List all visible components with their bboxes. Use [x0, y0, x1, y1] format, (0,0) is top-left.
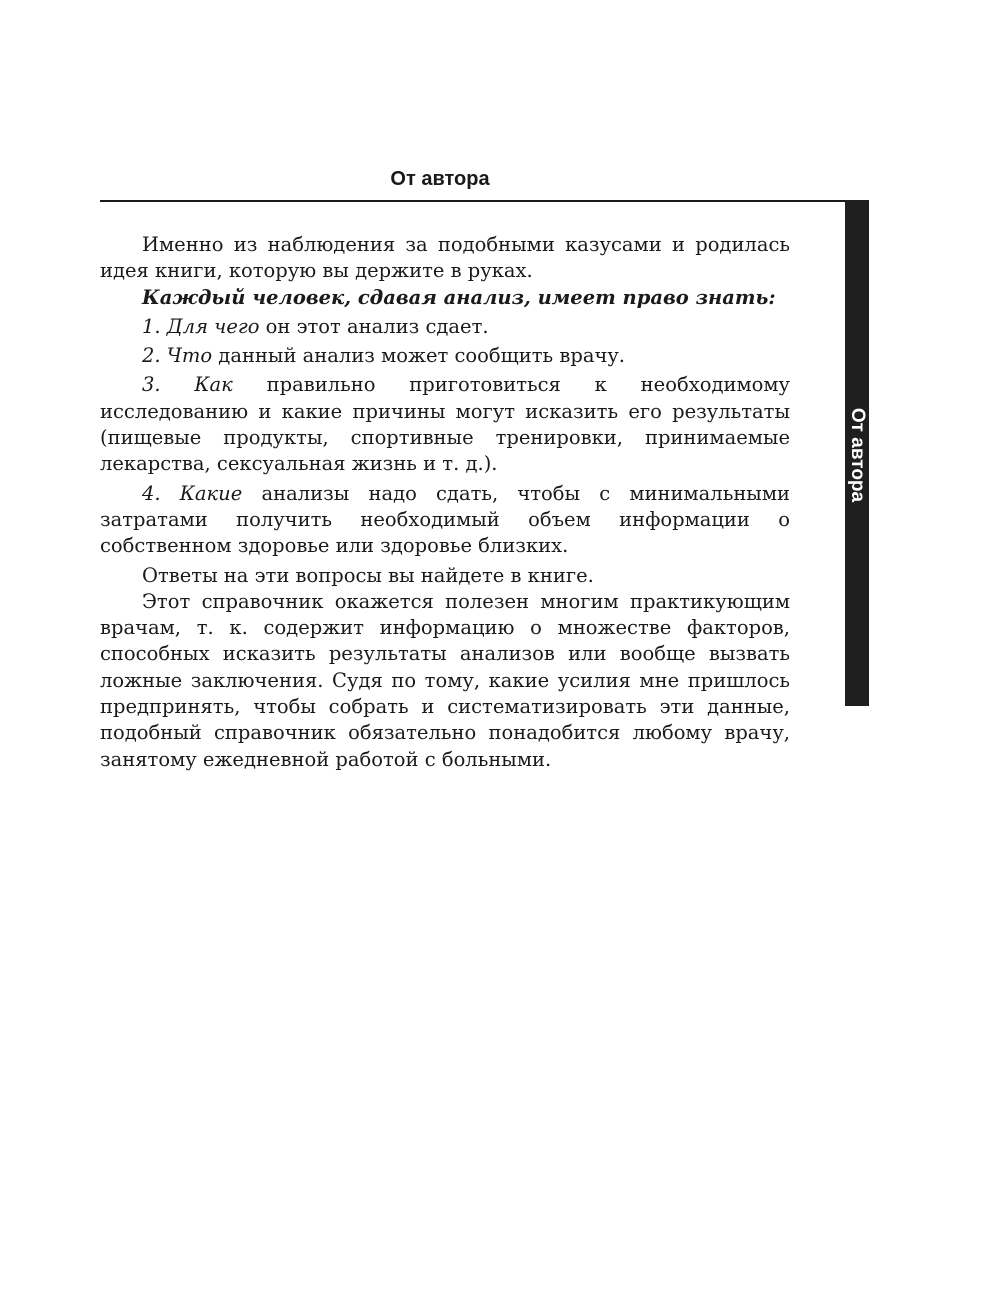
paragraph-intro: Именно из наблюдения за подобными казусами и родилась идея книги, которую вы держите в руках. — [100, 233, 790, 283]
list-item-4 — [100, 481, 790, 560]
running-title: От автора — [390, 168, 490, 190]
paragraph-reference: Этот справочник окажется полезен многим практикующим врачам, т. к. содержит информацию о множестве факторов, способных исказить результаты анализов или вообще вызвать ложные заключения. Судя по тому, какие усилия мне пришлось предпринять, чтобы собрать и систематизировать эти данные, подобный справочник обязательно понадобится любому врачу, занятому ежедневной работой с больными. — [100, 589, 790, 771]
list-item-1-text: он этот анализ сдает. — [259, 314, 489, 338]
list-item-2 — [100, 343, 790, 369]
list-item-3-lead: 3. Как — [142, 373, 233, 397]
header-rule — [100, 200, 869, 202]
list-item-3 — [100, 372, 790, 477]
paragraph-rights-heading: Каждый человек, сдавая анализ, имеет право знать: — [142, 285, 776, 309]
list-item-4-lead: 4. Какие — [142, 481, 243, 505]
list-item-1-lead: 1. Для чего — [142, 314, 260, 338]
list-item-4-text: анализы надо сдать, чтобы с минимальными затратами получить необходимый объем информации о собственном здоровье или здоровье близких. — [100, 481, 790, 558]
side-tab-label: От автора — [847, 407, 868, 503]
list-item-2-text: данный анализ может сообщить врачу. — [212, 344, 626, 368]
paragraph-answers: Ответы на эти вопросы вы найдете в книге. — [142, 563, 594, 587]
list-item-3-text: правильно приготовиться к необходимому исследованию и какие причины могут исказить его результаты (пищевые продукты, спортивные тренировки, принимаемые лекарства, сексуальная жизнь и т. д.). — [100, 373, 790, 476]
list-item-2-lead: 2. Что — [142, 344, 213, 368]
list-item-1 — [100, 314, 790, 340]
body-text — [100, 232, 790, 773]
